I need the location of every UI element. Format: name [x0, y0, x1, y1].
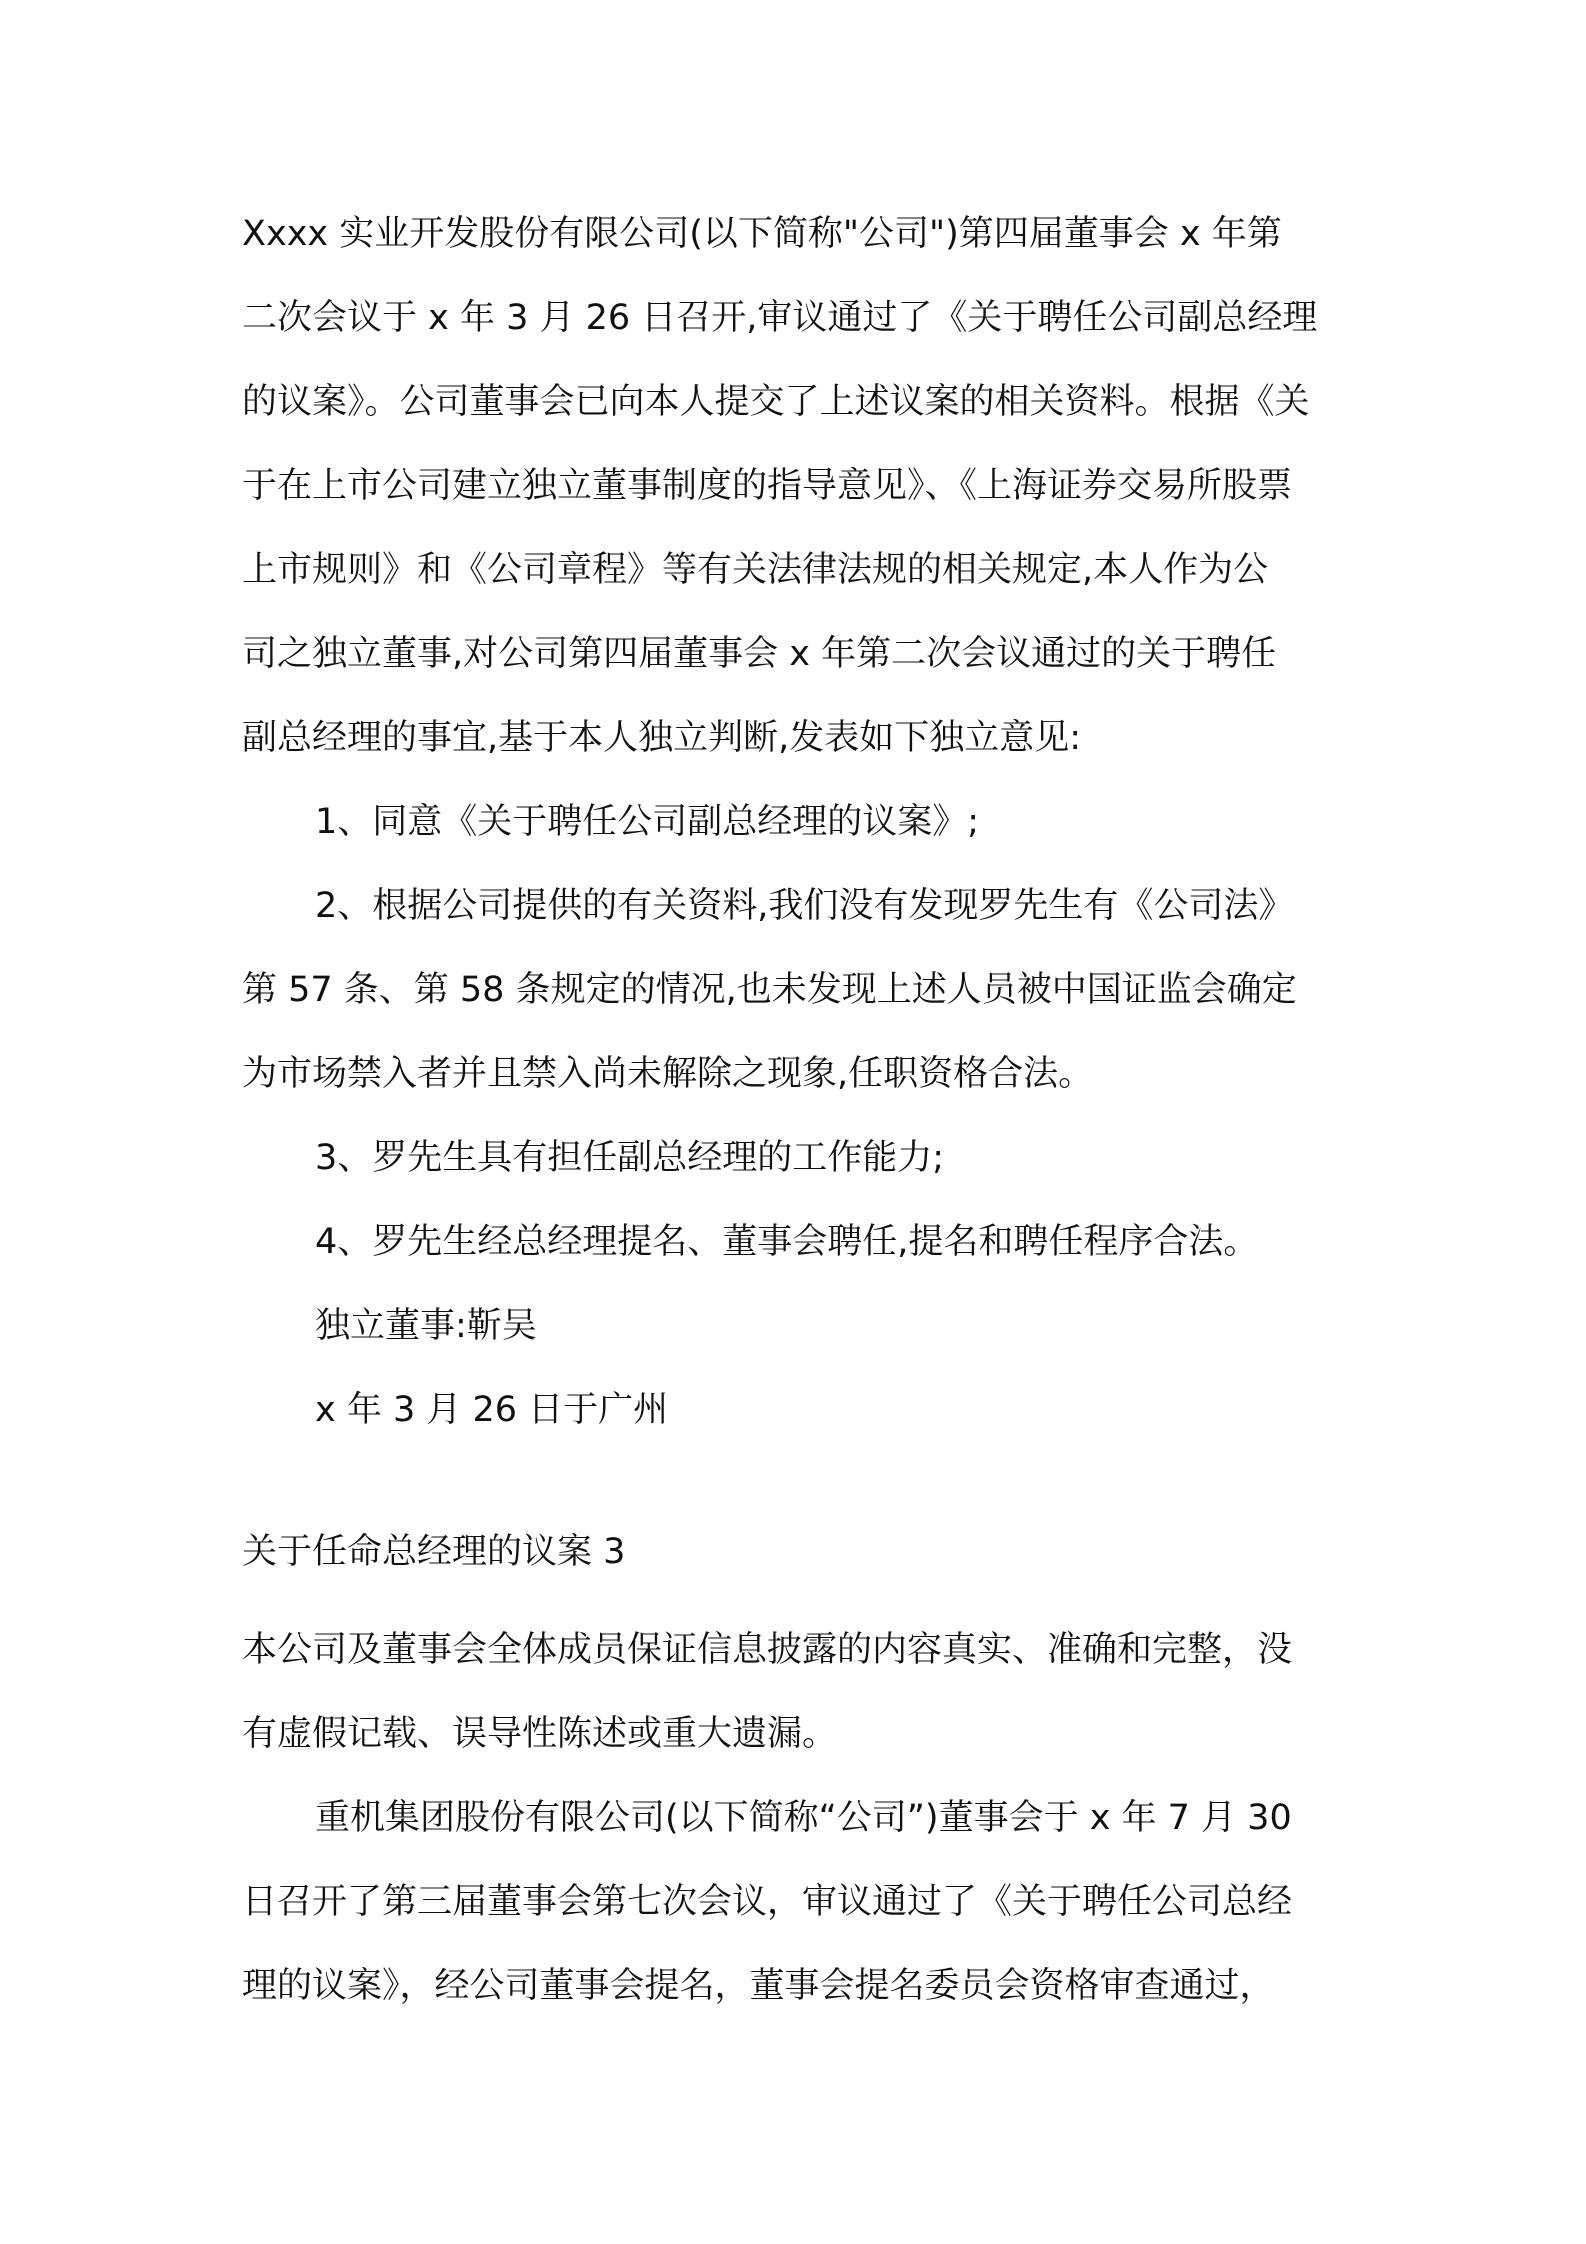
opinion-item-3: 3、罗先生具有担任副总经理的工作能力;	[315, 1138, 945, 1178]
intro-line: 二次会议于 x 年 3 月 26 日召开,审议通过了《关于聘任公司副总经理	[242, 298, 1318, 338]
opinion-item-2-line: 为市场禁入者并且禁入尚未解除之现象,任职资格合法。	[242, 1054, 1094, 1094]
intro-line: Xxxx 实业开发股份有限公司(以下简称"公司")第四届董事会 x 年第	[242, 214, 1282, 254]
section-title: 关于任命总经理的议案 3	[242, 1532, 626, 1572]
statement-line: 本公司及董事会全体成员保证信息披露的内容真实、准确和完整，没	[242, 1630, 1293, 1670]
date-place-line: x 年 3 月 26 日于广州	[315, 1390, 669, 1430]
opinion-item-4: 4、罗先生经总经理提名、董事会聘任,提名和聘任程序合法。	[315, 1222, 1259, 1262]
body-line: 日召开了第三届董事会第七次会议，审议通过了《关于聘任公司总经	[242, 1882, 1293, 1922]
body-line: 理的议案》，经公司董事会提名，董事会提名委员会资格审查通过，	[242, 1966, 1275, 2006]
intro-line: 司之独立董事,对公司第四届董事会 x 年第二次会议通过的关于聘任	[242, 634, 1277, 674]
section-independent-opinion	[242, 192, 1362, 1452]
body-line: 重机集团股份有限公司(以下简称“公司”)董事会于 x 年 7 月 30	[315, 1798, 1292, 1838]
section-appointment	[242, 1608, 1362, 2028]
intro-line: 于在上市公司建立独立董事制度的指导意见》、《上海证券交易所股票	[242, 466, 1293, 506]
section-title-block	[242, 1527, 1362, 1577]
opinion-item-2-line: 第 57 条、第 58 条规定的情况,也未发现上述人员被中国证监会确定	[242, 970, 1297, 1010]
intro-line: 副总经理的事宜,基于本人独立判断,发表如下独立意见:	[242, 718, 1082, 758]
intro-line: 的议案》。公司董事会已向本人提交了上述议案的相关资料。根据《关	[242, 382, 1310, 422]
intro-line: 上市规则》和《公司章程》等有关法律法规的相关规定,本人作为公	[242, 550, 1269, 590]
statement-line: 有虚假记载、误导性陈述或重大遗漏。	[242, 1714, 838, 1754]
opinion-item-1: 1、同意《关于聘任公司副总经理的议案》;	[315, 802, 980, 842]
opinion-item-2-line: 2、根据公司提供的有关资料,我们没有发现罗先生有《公司法》	[315, 886, 1294, 926]
signature-line: 独立董事:靳吴	[315, 1306, 537, 1346]
